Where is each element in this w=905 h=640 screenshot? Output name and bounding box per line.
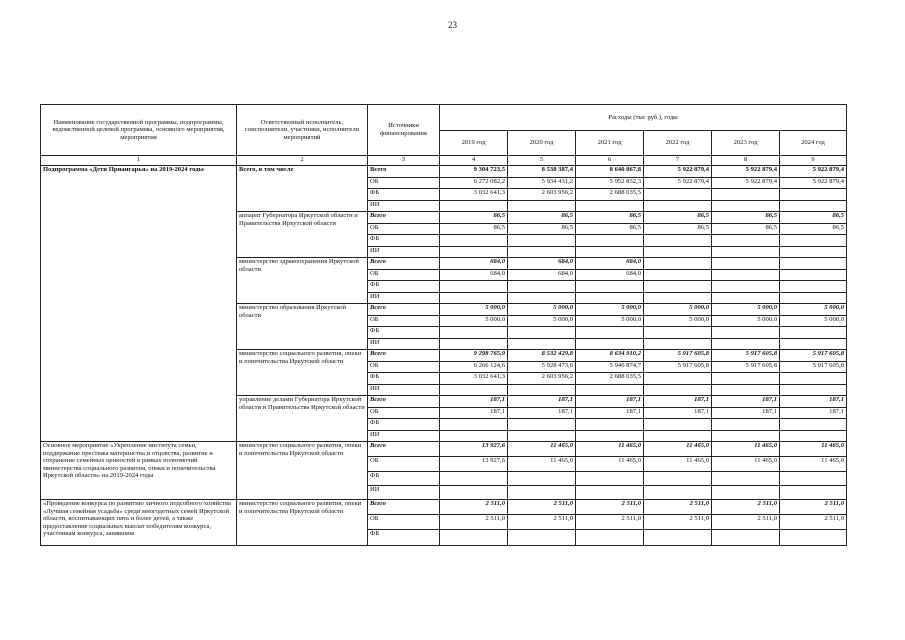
value-cell: 11 465,0 [576, 442, 644, 457]
source-cell: ФБ [368, 373, 440, 385]
value-cell: 2 511,0 [712, 515, 780, 530]
value-cell [780, 258, 847, 270]
value-cell: 5 946 874,7 [576, 361, 644, 373]
executor-name: министерство социального развития, опеки и попечительства Иркутской области [237, 500, 368, 546]
value-cell: 5 917 605,8 [644, 350, 712, 362]
value-cell: 11 465,0 [780, 442, 847, 457]
source-cell: Всего [368, 212, 440, 224]
source-cell: ФБ [368, 530, 440, 546]
value-cell: 187,1 [576, 407, 644, 419]
value-cell: 11 465,0 [644, 442, 712, 457]
value-cell: 5 922 879,4 [712, 166, 780, 178]
value-cell: 86,5 [576, 223, 644, 235]
value-cell [440, 530, 508, 546]
value-cell [780, 373, 847, 385]
source-cell: ОБ [368, 269, 440, 281]
source-cell: ФБ [368, 472, 440, 486]
value-cell [780, 200, 847, 212]
value-cell: 5 952 832,3 [576, 177, 644, 189]
source-cell: ФБ [368, 189, 440, 201]
value-cell [440, 472, 508, 486]
value-cell: 2 688 035,5 [576, 189, 644, 201]
value-cell [780, 281, 847, 293]
value-cell [644, 419, 712, 431]
value-cell [644, 430, 712, 442]
value-cell [576, 530, 644, 546]
value-cell: 2 603 956,2 [508, 189, 576, 201]
value-cell [712, 189, 780, 201]
value-cell: 5 934 431,2 [508, 177, 576, 189]
value-cell [508, 530, 576, 546]
program-name: Подпрограмма «Дети Приангарья» на 2019-2024 годы [41, 166, 237, 442]
source-cell: ИИ [368, 200, 440, 212]
value-cell [508, 486, 576, 500]
value-cell: 684,0 [508, 269, 576, 281]
value-cell: 5 922 879,4 [644, 177, 712, 189]
value-cell [644, 258, 712, 270]
value-cell: 86,5 [508, 223, 576, 235]
value-cell [712, 530, 780, 546]
header-year: 2022 год [644, 131, 712, 156]
value-cell [644, 189, 712, 201]
value-cell [576, 281, 644, 293]
value-cell: 11 465,0 [508, 442, 576, 457]
value-cell [712, 281, 780, 293]
value-cell: 684,0 [576, 269, 644, 281]
value-cell: 684,0 [440, 258, 508, 270]
source-cell: Всего [368, 166, 440, 178]
value-cell [644, 373, 712, 385]
value-cell: 86,5 [576, 212, 644, 224]
value-cell [508, 246, 576, 258]
value-cell: 5 922 879,4 [712, 177, 780, 189]
value-cell [576, 419, 644, 431]
header-year: 2021 год [576, 131, 644, 156]
value-cell: 2 511,0 [508, 500, 576, 515]
value-cell: 2 511,0 [576, 500, 644, 515]
value-cell: 86,5 [644, 212, 712, 224]
value-cell: 11 465,0 [780, 457, 847, 472]
value-cell [712, 430, 780, 442]
header-executor: Ответственный исполнитель, соисполнители, участники, исполнители мероприятий [237, 105, 368, 156]
value-cell: 684,0 [440, 269, 508, 281]
column-number-row [41, 156, 847, 166]
value-cell: 5 917 605,8 [712, 350, 780, 362]
value-cell: 5 000,0 [508, 304, 576, 316]
value-cell: 5 917 605,8 [780, 350, 847, 362]
page-number: 23 [448, 20, 457, 30]
value-cell: 9 298 765,9 [440, 350, 508, 362]
value-cell [712, 419, 780, 431]
value-cell: 13 927,6 [440, 442, 508, 457]
value-cell: 11 465,0 [712, 442, 780, 457]
value-cell [780, 338, 847, 350]
value-cell [440, 430, 508, 442]
value-cell [712, 327, 780, 339]
value-cell: 5 917 605,8 [712, 361, 780, 373]
column-number: 3 [368, 156, 440, 166]
column-number: 6 [576, 156, 644, 166]
value-cell [508, 235, 576, 247]
source-cell: ФБ [368, 235, 440, 247]
value-cell [440, 419, 508, 431]
value-cell [644, 235, 712, 247]
value-cell: 3 032 641,3 [440, 373, 508, 385]
value-cell: 2 511,0 [780, 515, 847, 530]
value-cell: 2 603 956,2 [508, 373, 576, 385]
value-cell [508, 430, 576, 442]
value-cell: 5 000,0 [780, 315, 847, 327]
value-cell [644, 486, 712, 500]
source-cell: ОБ [368, 457, 440, 472]
value-cell [576, 200, 644, 212]
value-cell: 6 272 082,2 [440, 177, 508, 189]
value-cell: 187,1 [780, 396, 847, 408]
value-cell [780, 235, 847, 247]
value-cell: 2 511,0 [508, 515, 576, 530]
value-cell [440, 200, 508, 212]
value-cell: 5 000,0 [644, 304, 712, 316]
value-cell: 11 465,0 [576, 457, 644, 472]
value-cell: 187,1 [440, 396, 508, 408]
value-cell [576, 327, 644, 339]
value-cell [576, 384, 644, 396]
value-cell [712, 269, 780, 281]
value-cell: 5 000,0 [440, 315, 508, 327]
value-cell: 187,1 [712, 396, 780, 408]
value-cell [440, 338, 508, 350]
table-row [41, 442, 847, 457]
value-cell: 86,5 [644, 223, 712, 235]
source-cell: ИИ [368, 384, 440, 396]
value-cell [576, 472, 644, 486]
value-cell: 8 634 910,2 [576, 350, 644, 362]
value-cell: 3 032 641,3 [440, 189, 508, 201]
value-cell: 5 000,0 [712, 315, 780, 327]
source-cell: ИИ [368, 338, 440, 350]
value-cell [780, 246, 847, 258]
column-number: 8 [712, 156, 780, 166]
source-cell: Всего [368, 350, 440, 362]
value-cell [712, 200, 780, 212]
value-cell: 86,5 [712, 223, 780, 235]
value-cell: 684,0 [576, 258, 644, 270]
source-cell: ИИ [368, 246, 440, 258]
value-cell [576, 338, 644, 350]
value-cell [508, 419, 576, 431]
value-cell [508, 292, 576, 304]
value-cell: 187,1 [440, 407, 508, 419]
value-cell: 187,1 [508, 407, 576, 419]
table-row [41, 166, 847, 178]
source-cell: ОБ [368, 407, 440, 419]
event-name: Основное мероприятие «Укрепление института семьи, поддержание престижа материнства и отцовства, развитие и сохранение семейных ценностей в рамках полномочий министерства социального развития, опеки и попечительства Иркутской области» на 2019-2024 годы [41, 442, 237, 500]
value-cell: 187,1 [576, 396, 644, 408]
value-cell: 5 917 605,8 [780, 361, 847, 373]
value-cell [440, 281, 508, 293]
header-name: Наименование государственной программы, подпрограммы, ведомственной целевой программы, основного мероприятия, мероприятия [41, 105, 237, 156]
table-row [41, 500, 847, 515]
value-cell [508, 327, 576, 339]
source-cell: ФБ [368, 419, 440, 431]
value-cell [508, 384, 576, 396]
source-cell: ОБ [368, 515, 440, 530]
value-cell: 8 640 867,8 [576, 166, 644, 178]
value-cell: 5 928 473,6 [508, 361, 576, 373]
value-cell [644, 384, 712, 396]
value-cell [780, 430, 847, 442]
value-cell [780, 472, 847, 486]
value-cell [712, 373, 780, 385]
value-cell [780, 530, 847, 546]
value-cell [440, 486, 508, 500]
value-cell: 11 465,0 [508, 457, 576, 472]
value-cell: 5 000,0 [712, 304, 780, 316]
value-cell: 8 532 429,8 [508, 350, 576, 362]
column-number: 7 [644, 156, 712, 166]
executor-name: управление делами Губернатора Иркутской области и Правительства Иркутской области [237, 396, 368, 442]
value-cell: 2 511,0 [440, 500, 508, 515]
value-cell [576, 292, 644, 304]
value-cell: 86,5 [440, 212, 508, 224]
value-cell: 86,5 [780, 223, 847, 235]
column-number: 9 [780, 156, 847, 166]
value-cell [644, 292, 712, 304]
value-cell: 8 538 387,4 [508, 166, 576, 178]
value-cell [644, 269, 712, 281]
value-cell: 5 000,0 [644, 315, 712, 327]
column-number: 1 [41, 156, 237, 166]
value-cell: 187,1 [508, 396, 576, 408]
value-cell [576, 486, 644, 500]
value-cell [780, 419, 847, 431]
value-cell: 5 922 879,4 [644, 166, 712, 178]
source-cell: ФБ [368, 327, 440, 339]
value-cell [508, 472, 576, 486]
source-cell: ИИ [368, 486, 440, 500]
value-cell [576, 235, 644, 247]
value-cell [644, 200, 712, 212]
value-cell: 5 922 879,4 [780, 166, 847, 178]
value-cell: 86,5 [712, 212, 780, 224]
value-cell: 684,0 [508, 258, 576, 270]
value-cell [712, 338, 780, 350]
source-cell: ФБ [368, 281, 440, 293]
source-cell: Всего [368, 396, 440, 408]
column-number: 2 [237, 156, 368, 166]
value-cell [508, 338, 576, 350]
value-cell: 13 927,6 [440, 457, 508, 472]
value-cell [440, 327, 508, 339]
value-cell [440, 235, 508, 247]
value-cell: 2 511,0 [712, 500, 780, 515]
source-cell: Всего [368, 258, 440, 270]
source-cell: Всего [368, 304, 440, 316]
value-cell: 6 266 124,6 [440, 361, 508, 373]
value-cell: 11 465,0 [712, 457, 780, 472]
value-cell [644, 338, 712, 350]
value-cell: 86,5 [508, 212, 576, 224]
source-cell: ОБ [368, 315, 440, 327]
value-cell [508, 200, 576, 212]
source-cell: ИИ [368, 430, 440, 442]
executor-name: министерство социального развития, опеки и попечительства Иркутской области [237, 350, 368, 396]
value-cell: 187,1 [780, 407, 847, 419]
value-cell [780, 384, 847, 396]
header-year: 2024 год [780, 131, 847, 156]
header-year: 2023 год [712, 131, 780, 156]
executor-name: министерство здравоохранения Иркутской области [237, 258, 368, 304]
value-cell: 5 922 879,4 [780, 177, 847, 189]
value-cell: 5 000,0 [780, 304, 847, 316]
value-cell: 5 000,0 [508, 315, 576, 327]
value-cell [440, 292, 508, 304]
value-cell [780, 486, 847, 500]
value-cell: 187,1 [712, 407, 780, 419]
value-cell [644, 530, 712, 546]
header-year: 2020 год [508, 131, 576, 156]
source-cell: Всего [368, 442, 440, 457]
executor-name: Всего, в том числе [237, 166, 368, 212]
value-cell: 9 304 723,5 [440, 166, 508, 178]
value-cell [712, 292, 780, 304]
value-cell [644, 281, 712, 293]
source-cell: Всего [368, 500, 440, 515]
value-cell: 11 465,0 [644, 457, 712, 472]
event-name: «Проведение конкурса по развитию личного подсобного хозяйства «Лучшая семейная усадьба» среди многодетных семей Иркутской области, воспитывающих пять и более детей, а также предоставление социальных выплат победителям конкурса, участникам конкурса, занявшим [41, 500, 237, 546]
source-cell: ОБ [368, 361, 440, 373]
value-cell [780, 292, 847, 304]
value-cell: 5 000,0 [576, 315, 644, 327]
value-cell: 86,5 [440, 223, 508, 235]
value-cell: 2 511,0 [440, 515, 508, 530]
value-cell [712, 486, 780, 500]
value-cell: 2 511,0 [576, 515, 644, 530]
header-source: Источники финансирования [368, 105, 440, 156]
value-cell [712, 258, 780, 270]
value-cell: 5 000,0 [576, 304, 644, 316]
value-cell [644, 327, 712, 339]
executor-name: аппарат Губернатора Иркутской области и Правительства Иркутской области [237, 212, 368, 258]
value-cell: 5 000,0 [440, 304, 508, 316]
value-cell [644, 472, 712, 486]
value-cell [576, 430, 644, 442]
value-cell [780, 269, 847, 281]
executor-name: министерство социального развития, опеки и попечительства Иркутской области [237, 442, 368, 500]
header-year: 2019 год [440, 131, 508, 156]
value-cell [576, 246, 644, 258]
budget-table [40, 104, 847, 546]
value-cell [780, 327, 847, 339]
value-cell: 2 511,0 [644, 515, 712, 530]
value-cell: 86,5 [780, 212, 847, 224]
value-cell [508, 281, 576, 293]
value-cell [780, 189, 847, 201]
source-cell: ОБ [368, 177, 440, 189]
executor-name: министерство образования Иркутской области [237, 304, 368, 350]
column-number: 5 [508, 156, 576, 166]
header-expenses: Расходы (тыс руб.), годы [440, 105, 847, 131]
column-number: 4 [440, 156, 508, 166]
value-cell [712, 235, 780, 247]
value-cell [440, 384, 508, 396]
value-cell: 2 688 035,5 [576, 373, 644, 385]
value-cell: 187,1 [644, 407, 712, 419]
source-cell: ОБ [368, 223, 440, 235]
value-cell [644, 246, 712, 258]
value-cell [712, 472, 780, 486]
value-cell: 5 917 605,8 [644, 361, 712, 373]
value-cell [712, 246, 780, 258]
value-cell: 2 511,0 [644, 500, 712, 515]
value-cell [712, 384, 780, 396]
source-cell: ИИ [368, 292, 440, 304]
value-cell [440, 246, 508, 258]
value-cell: 2 511,0 [780, 500, 847, 515]
value-cell: 187,1 [644, 396, 712, 408]
